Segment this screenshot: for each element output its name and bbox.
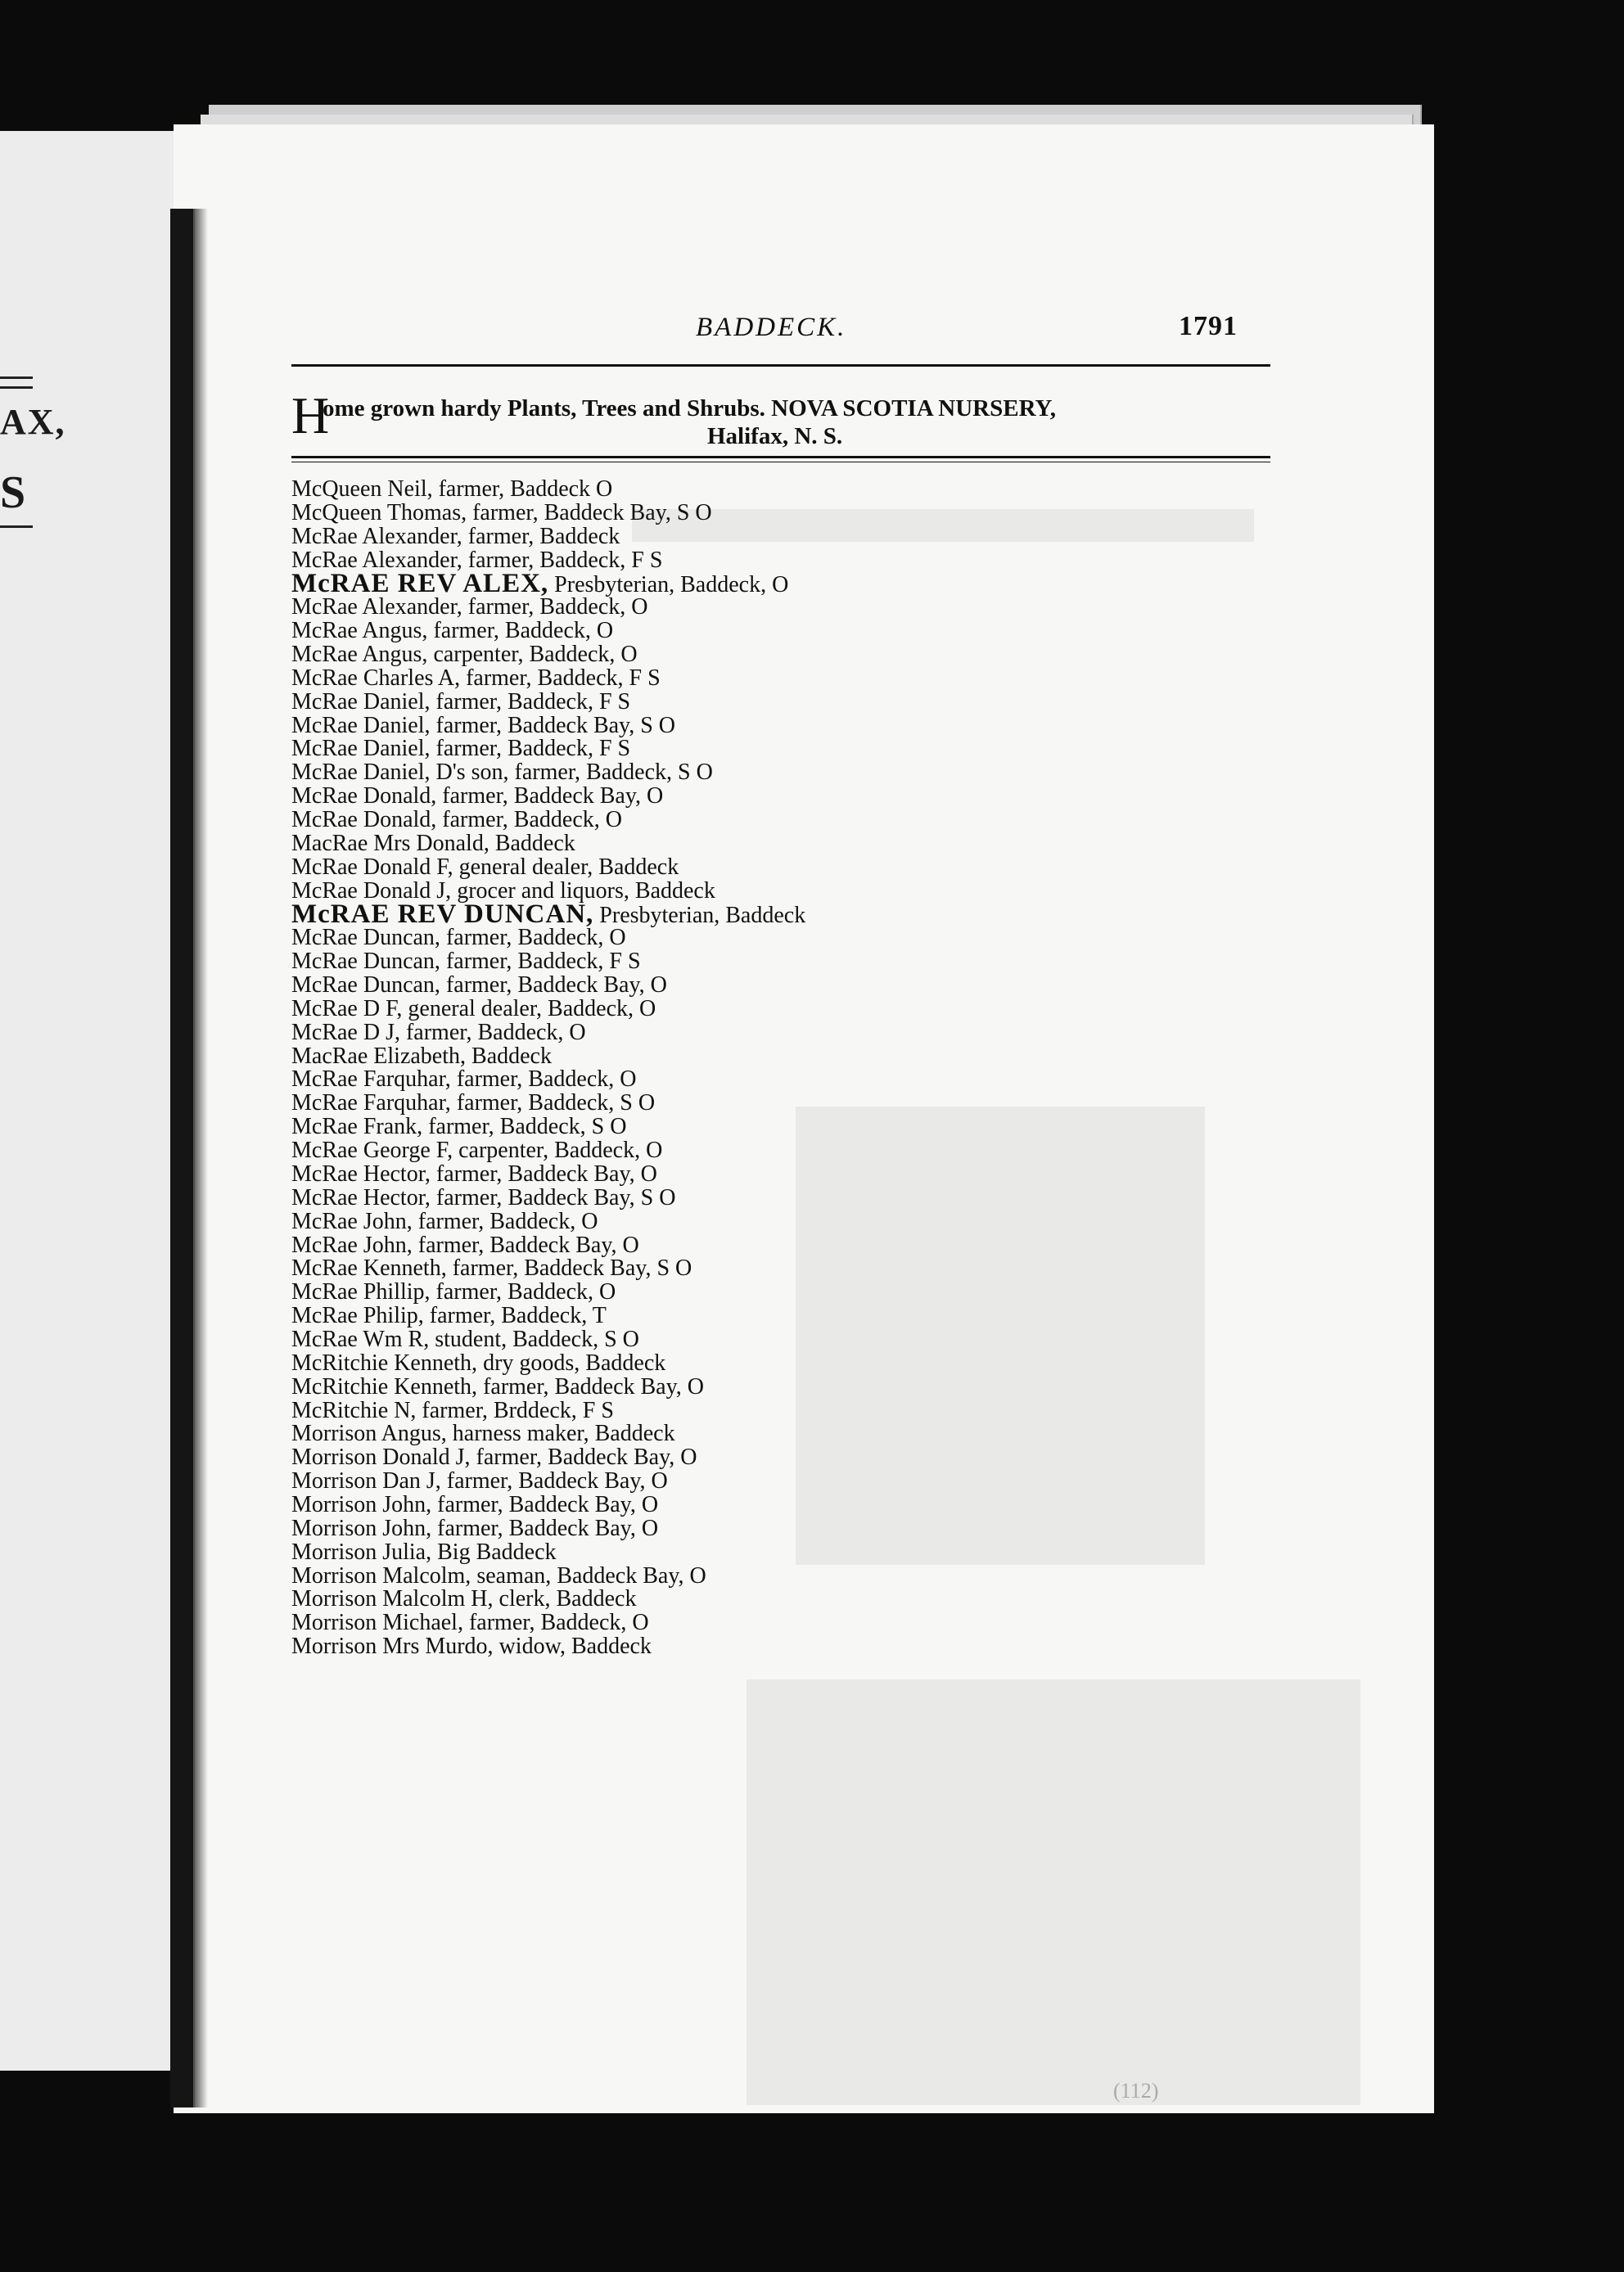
directory-entry <box>291 1281 1233 1305</box>
page-number: 1791 <box>1179 311 1238 341</box>
facing-page-rule <box>0 525 33 528</box>
directory-entry <box>291 832 1233 856</box>
directory-entry <box>291 856 1233 880</box>
entry-details: farmer, Brddeck, F S <box>416 1397 614 1423</box>
entry-details: Baddeck <box>466 1043 552 1069</box>
entry-name: McRitchie Kenneth, <box>291 1373 478 1400</box>
directory-entry <box>291 1163 1233 1187</box>
entry-details: general dealer, Baddeck <box>453 854 679 880</box>
directory-entry <box>291 688 1233 715</box>
directory-entry <box>291 1562 1233 1589</box>
entry-details: farmer, Baddeck, F S <box>440 949 641 975</box>
entry-name: McRae George F, <box>291 1138 453 1164</box>
directory-entry <box>291 1541 1233 1565</box>
entry-details: seaman, Baddeck Bay, O <box>471 1562 706 1589</box>
entry-details: farmer, Baddeck Bay, O <box>431 1515 659 1541</box>
entry-name: McRae Wm R, <box>291 1326 430 1352</box>
directory-entry <box>291 1422 1233 1446</box>
entry-name: McRae Kenneth, <box>291 1255 447 1282</box>
entry-name: McRae Daniel, <box>291 688 431 715</box>
entry-details: farmer, Baddeck, F S <box>430 736 631 762</box>
directory-entry <box>291 1068 1233 1092</box>
directory-entry <box>291 926 1233 950</box>
directory-entry <box>291 1352 1233 1376</box>
directory-entry <box>291 1184 1233 1210</box>
advert-rule <box>291 456 1270 458</box>
entry-name: Morrison John, <box>291 1515 432 1541</box>
entry-name: McRae John, <box>291 1208 413 1234</box>
entry-name: McRae Angus, <box>291 618 428 644</box>
directory-entry <box>291 899 1233 930</box>
entry-details: clerk, Baddeck <box>493 1586 637 1612</box>
directory-entry <box>291 1517 1233 1541</box>
directory-entry <box>291 809 1233 832</box>
entry-name: Morrison Malcolm H, <box>291 1586 494 1612</box>
entry-details: dry goods, Baddeck <box>477 1350 666 1376</box>
directory-entry <box>291 1491 1233 1517</box>
facing-page-rule <box>0 386 33 389</box>
entry-name: McRae Charles A, <box>291 665 461 691</box>
entry-details: Big Baddeck <box>431 1539 557 1565</box>
directory-entry <box>291 596 1233 620</box>
entry-details: farmer, Baddeck, S O <box>422 1114 627 1140</box>
entry-details: farmer, Baddeck Bay, O <box>431 1491 659 1517</box>
facing-page-rule <box>0 376 33 379</box>
entry-details: farmer, Baddeck, O <box>430 1279 616 1305</box>
directory-entry <box>291 1257 1233 1281</box>
directory-entry <box>291 525 1233 549</box>
directory-entry <box>291 995 1233 1021</box>
entry-name: McRAE REV ALEX, <box>291 569 549 599</box>
facing-page-text: AX, <box>0 402 66 442</box>
entry-name: McQueen Thomas, <box>291 499 467 525</box>
advert-line-2: Halifax, N. S. <box>707 423 843 449</box>
directory-entry <box>291 1139 1233 1163</box>
entry-name: McRitchie Kenneth, <box>291 1350 478 1376</box>
running-head: BADDECK. <box>696 313 847 342</box>
entry-details: farmer, Baddeck Bay, O <box>440 1468 668 1494</box>
entry-details: farmer, Baddeck, F S <box>462 547 663 573</box>
entry-name: Morrison Julia, <box>291 1539 432 1565</box>
entry-name: Morrison Michael, <box>291 1610 463 1636</box>
directory-entry <box>291 1210 1233 1234</box>
entry-details: farmer, Baddeck Bay, O <box>430 1161 657 1187</box>
entry-name: McRae Donald J, <box>291 877 452 904</box>
entry-details: farmer, Baddeck Bay, S O <box>430 712 676 738</box>
entry-name: McRae Farquhar, <box>291 1090 451 1116</box>
entry-details: farmer, Baddeck, O <box>436 807 622 833</box>
entry-name: McRitchie N, <box>291 1397 417 1423</box>
entry-name: McRae Duncan, <box>291 972 440 999</box>
entry-details: farmer, Baddeck Bay, O <box>440 972 667 999</box>
entry-name: McRae Hector, <box>291 1161 431 1187</box>
entry-details: harness maker, Baddeck <box>446 1421 675 1447</box>
entry-details: Presbyterian, Baddeck <box>593 903 806 929</box>
entry-name: McRae Daniel, <box>291 736 431 762</box>
directory-entry <box>291 1470 1233 1494</box>
entry-details: farmer, Baddeck, O <box>399 1019 586 1045</box>
book-binding <box>170 209 195 2107</box>
entry-details: student, Baddeck, S O <box>429 1326 639 1352</box>
entry-name: McRae Farquhar, <box>291 1066 451 1093</box>
entry-name: Morrison Malcolm, <box>291 1562 471 1589</box>
facing-page-fragment <box>0 131 176 2071</box>
entry-name: McRae Donald, <box>291 783 437 809</box>
entry-details: farmer, Baddeck, F S <box>460 665 661 691</box>
directory-entry <box>291 478 1233 502</box>
entry-details: carpenter, Baddeck, O <box>427 642 638 668</box>
entry-name: McRae Alexander, <box>291 547 462 573</box>
entry-name: McQueen Neil, <box>291 476 433 502</box>
entry-name: MacRae Mrs Donald, <box>291 830 489 856</box>
header-rule <box>291 364 1270 367</box>
entry-name: Morrison Mrs Murdo, <box>291 1634 494 1660</box>
page-footer: (112) <box>1113 2079 1159 2103</box>
directory-entry-list <box>291 478 1233 1659</box>
directory-entry <box>291 667 1233 691</box>
entry-name: McRae Angus, <box>291 642 428 668</box>
entry-details: farmer, Baddeck, O <box>427 618 614 644</box>
directory-entry <box>291 737 1233 761</box>
directory-entry <box>291 643 1233 667</box>
directory-entry <box>291 1305 1233 1328</box>
entry-name: McRae Daniel, <box>291 712 431 738</box>
entry-details: farmer, Baddeck Bay, O <box>412 1232 639 1258</box>
entry-details: farmer, Baddeck Bay, S O <box>467 499 712 525</box>
entry-details: widow, Baddeck <box>493 1634 652 1660</box>
directory-entry <box>291 1612 1233 1635</box>
entry-details: farmer, Baddeck Bay, O <box>470 1445 697 1471</box>
directory-entry <box>291 499 1233 525</box>
entry-name: McRae Donald F, <box>291 854 453 880</box>
directory-entry <box>291 1021 1233 1045</box>
directory-entry <box>291 1045 1233 1069</box>
entry-details: Presbyterian, Baddeck, O <box>548 572 789 598</box>
entry-details: general dealer, Baddeck, O <box>402 995 656 1021</box>
entry-details: farmer, Baddeck <box>462 523 620 549</box>
entry-details: farmer, Baddeck Bay, O <box>477 1373 705 1400</box>
directory-entry <box>291 1092 1233 1116</box>
advert-line-1: ome grown hardy Plants, Trees and Shrubs. NOVA SCOTIA NURSERY, <box>323 395 1057 421</box>
entry-name: Morrison Donald J, <box>291 1445 471 1471</box>
entry-name: McRae Frank, <box>291 1114 423 1140</box>
facing-page-text: S <box>0 467 26 518</box>
entry-name: McRae Philip, <box>291 1303 424 1329</box>
entry-name: McRae Alexander, <box>291 523 462 549</box>
entry-details: carpenter, Baddeck, O <box>453 1138 663 1164</box>
directory-entry <box>291 1397 1233 1423</box>
entry-name: McRae Duncan, <box>291 949 440 975</box>
entry-name: McRae D J, <box>291 1019 400 1045</box>
entry-name: Morrison John, <box>291 1491 432 1517</box>
directory-entry <box>291 1234 1233 1258</box>
entry-name: MacRae Elizabeth, <box>291 1043 467 1069</box>
entry-details: farmer, Baddeck, O <box>440 925 626 951</box>
entry-details: farmer, Baddeck, F S <box>430 688 631 715</box>
entry-name: McRae Daniel, <box>291 760 431 786</box>
directory-entry <box>291 1328 1233 1352</box>
entry-details: farmer, Baddeck, S O <box>450 1090 656 1116</box>
entry-details: Baddeck <box>489 830 575 856</box>
entry-name: Morrison Angus, <box>291 1421 447 1447</box>
directory-entry <box>291 1116 1233 1139</box>
directory-entry <box>291 785 1233 809</box>
directory-entry <box>291 1588 1233 1612</box>
entry-details: farmer, Baddeck, O <box>450 1066 637 1093</box>
directory-entry <box>291 712 1233 738</box>
directory-entry <box>291 569 1233 599</box>
directory-entry <box>291 620 1233 643</box>
entry-name: McRAE REV DUNCAN, <box>291 899 594 930</box>
entry-details: farmer, Baddeck, O <box>462 1610 649 1636</box>
entry-name: McRae Phillip, <box>291 1279 431 1305</box>
advert-initial: H <box>291 386 330 444</box>
directory-entry <box>291 1446 1233 1470</box>
entry-details: farmer, Baddeck O <box>432 476 613 502</box>
directory-entry <box>291 761 1233 785</box>
binding-shadow <box>193 209 208 2107</box>
entry-details: D's son, farmer, Baddeck, S O <box>430 760 713 786</box>
entry-name: McRae Duncan, <box>291 925 440 951</box>
directory-entry <box>291 974 1233 998</box>
entry-details: grocer and liquors, Baddeck <box>451 877 715 904</box>
bleed-through-mark <box>747 1679 1360 2105</box>
entry-details: farmer, Baddeck Bay, O <box>436 783 664 809</box>
entry-name: McRae Donald, <box>291 807 437 833</box>
directory-entry <box>291 1635 1233 1659</box>
entry-details: farmer, Baddeck, T <box>423 1303 607 1329</box>
entry-name: Morrison Dan J, <box>291 1468 441 1494</box>
directory-entry <box>291 1373 1233 1400</box>
entry-name: McRae D F, <box>291 995 403 1021</box>
entry-details: farmer, Baddeck, O <box>412 1208 598 1234</box>
directory-entry <box>291 950 1233 974</box>
entry-name: McRae Alexander, <box>291 594 462 620</box>
entry-name: McRae Hector, <box>291 1184 431 1210</box>
entry-details: farmer, Baddeck, O <box>462 594 648 620</box>
entry-name: McRae John, <box>291 1232 413 1258</box>
entry-details: farmer, Baddeck Bay, S O <box>430 1184 676 1210</box>
entry-details: farmer, Baddeck Bay, S O <box>446 1255 692 1282</box>
